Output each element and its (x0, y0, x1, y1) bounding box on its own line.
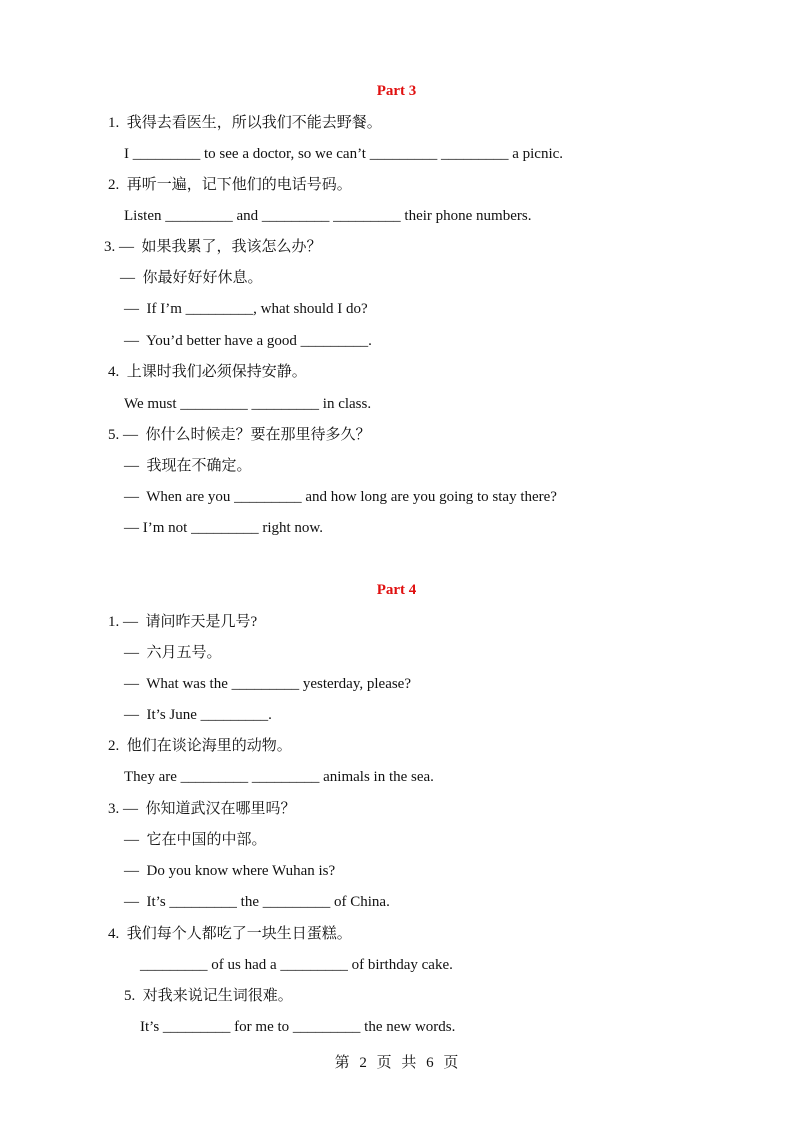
part3-q3-chinese-a: 3. — 如果我累了，我该怎么办？ (104, 239, 322, 255)
part3-q4-chinese: 4. 上课时我们必须保持安静。 (108, 364, 307, 380)
part3-q1-english: I _________ to see a doctor, so we can’t _________ _________ a picnic. (124, 146, 564, 162)
part4-q1-chinese-b: — 六月五号。 (124, 645, 222, 661)
part3-q3-chinese-b: — 你最好好好休息。 (120, 270, 263, 286)
part4-q5-chinese: 5. 对我来说记生词很难。 (124, 988, 293, 1004)
part4-q1-english-a: — What was the _________ yesterday, please? (124, 676, 411, 692)
part3-q3-english-b: — You’d better have a good _________. (124, 333, 372, 349)
part3-q1-chinese: 1. 我得去看医生，所以我们不能去野餐。 (108, 115, 382, 131)
part3-q5-english-a: — When are you _________ and how long are you going to stay there? (124, 489, 557, 505)
part4-q3-english-a: — Do you know where Wuhan is? (124, 863, 336, 879)
part4-q5-english: It’s _________ for me to _________ the new words. (140, 1019, 456, 1035)
part4-q3-chinese-b: — 它在中国的中部。 (124, 832, 267, 848)
part3-q5-english-b: — I’m not _________ right now. (124, 520, 324, 536)
part4-q1-chinese-a: 1. — 请问昨天是几号? (108, 614, 258, 630)
part4-q2-chinese: 2. 他们在谈论海里的动物。 (108, 738, 292, 754)
part3-q5-chinese-b: — 我现在不确定。 (124, 458, 252, 474)
part3-q4-english: We must _________ _________ in class. (124, 396, 372, 412)
part4-q4-english: _________ of us had a _________ of birthday cake. (140, 957, 453, 973)
part3-q3-english-a: — If I’m _________, what should I do? (124, 301, 368, 317)
part4-q2-english: They are _________ _________ animals in the sea. (124, 769, 434, 785)
part3-q2-chinese: 2. 再听一遍，记下他们的电话号码。 (108, 177, 352, 193)
page-number-footer: 第 2 页 共 6 页 (334, 1055, 459, 1071)
part4-title: Part 4 (376, 582, 417, 598)
part4-q1-english-b: — It’s June _________. (124, 707, 272, 723)
part4-q4-chinese: 4. 我们每个人都吃了一块生日蛋糕。 (108, 926, 352, 942)
part4-q3-chinese-a: 3. — 你知道武汉在哪里吗？ (108, 801, 296, 817)
part4-q3-english-b: — It’s _________ the _________ of China. (124, 894, 390, 910)
part3-title: Part 3 (376, 83, 417, 99)
part3-q5-chinese-a: 5. — 你什么时候走？要在那里待多久？ (108, 427, 371, 443)
part3-q2-english: Listen _________ and _________ _________ their phone numbers. (124, 208, 532, 224)
